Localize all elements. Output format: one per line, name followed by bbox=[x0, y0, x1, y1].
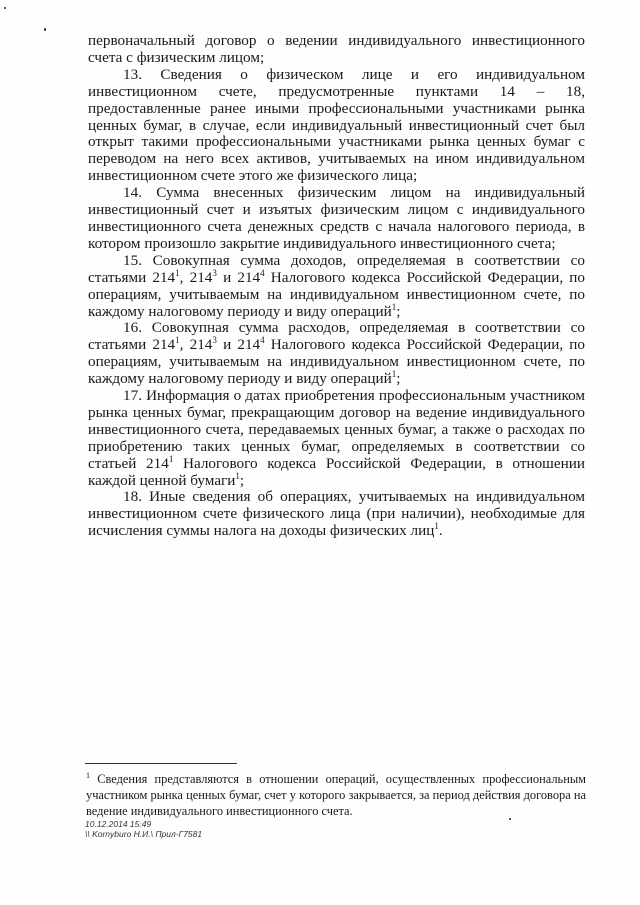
footnote-ref[interactable]: 1 bbox=[434, 521, 439, 532]
paragraph-text: Информация о датах приобретения профессиональным участником рынка ценных бумаг, прекращающим договор на ведение индивидуального инвестиционного счета, передаваемых ценных бумаг, а также о расходах по приобретению таких ценных бумаг, определяемых в соответствии со статьей 214 bbox=[88, 387, 586, 472]
paragraph-text: Налогового кодекса Российской Федерации, по операциям, учитываемым на индивидуальном инвестиционном счете, по каждому налоговому периоду и виду операций bbox=[88, 336, 586, 388]
paragraph-text: и 214 bbox=[216, 336, 261, 354]
footnote-marker: 1 bbox=[86, 770, 90, 780]
item-number: 17. bbox=[123, 387, 142, 405]
footnote-ref[interactable]: 1 bbox=[391, 301, 397, 312]
paragraph-text: Иные сведения об операциях, учитываемых на индивидуальном инвестиционном счете физического лица (при наличии), необходимые для исчисления суммы налога на доходы физических лиц bbox=[88, 488, 586, 540]
scan-speck bbox=[44, 28, 46, 31]
paragraph-text: . bbox=[438, 522, 443, 540]
paragraph-text: Налогового кодекса Российской Федерации, по операциям, учитываемым на индивидуальном инвестиционном счете, по каждому налоговому периоду и виду операций bbox=[88, 268, 586, 320]
list-item-14 bbox=[88, 185, 585, 253]
paragraph-text: Совокупная сумма доходов, определяемая в соответствии со статьями 214 bbox=[88, 251, 586, 286]
superscript: 1 bbox=[175, 267, 180, 278]
paragraph-text: ; bbox=[396, 370, 401, 388]
footnote-ref[interactable]: 1 bbox=[235, 470, 240, 481]
superscript: 1 bbox=[168, 453, 174, 464]
paragraph-text: ; bbox=[239, 471, 245, 489]
item-number: 15. bbox=[123, 251, 142, 269]
paragraph-text: Сведения о физическом лице и его индивидуальном инвестиционном счете, предусмотренные пунктами 14 – 18, предоставленные ранее иными профессиональными участниками рынка ценных бумаг, в случае, если индивидуальный инвестиционный счет был открыт такими профессиональными участниками рынка ценных бумаг с переводом на него всех активов, учитываемых на ином индивидуальном инвестиционном счете этого же физического лица; bbox=[88, 65, 586, 185]
footnote-separator bbox=[85, 763, 237, 764]
list-item-18 bbox=[88, 489, 585, 540]
footnote-ref[interactable]: 1 bbox=[391, 369, 397, 380]
paragraph-text: Налогового кодекса Российской Федерации, в отношении каждой ценной бумаги bbox=[88, 454, 585, 489]
paragraph-text: первоначальный договор о ведении индивидуального инвестиционного счета с физическим лицом; bbox=[88, 32, 585, 66]
superscript: 1 bbox=[175, 335, 180, 346]
file-path-stamp: \\ Kornyburo Н.И.\ Прил-Г7581 bbox=[85, 829, 203, 839]
paragraph-text: и 214 bbox=[216, 268, 261, 286]
superscript: 4 bbox=[260, 335, 265, 346]
superscript: 4 bbox=[260, 267, 265, 278]
document-body bbox=[88, 33, 585, 540]
paragraph-text: Совокупная сумма расходов, определяемая в соответствии со статьями 214 bbox=[88, 319, 585, 354]
scan-speck bbox=[4, 7, 6, 9]
item-number: 14. bbox=[123, 184, 142, 202]
paragraph-text: , 214 bbox=[179, 336, 213, 354]
list-item-15 bbox=[88, 253, 585, 321]
item-number: 13. bbox=[123, 65, 142, 83]
item-number: 18. bbox=[123, 488, 142, 506]
superscript: 3 bbox=[212, 335, 217, 346]
list-item-16 bbox=[88, 320, 585, 388]
paragraph-continuation bbox=[88, 33, 585, 67]
paragraph-text: , 214 bbox=[179, 268, 213, 286]
paragraph-text: ; bbox=[396, 302, 401, 320]
footnote-text: Сведения представляются в отношении операций, осуществленных профессиональным участником рынка ценных бумаг, счет у которого закрывается, за период действия договора на ведение индивидуального инвестиционного счета. bbox=[86, 772, 586, 818]
print-timestamp: 10.12.2014 15:49 bbox=[85, 819, 152, 829]
item-number: 16. bbox=[123, 319, 142, 337]
footnote bbox=[86, 771, 586, 819]
paragraph-text: Сумма внесенных физическим лицом на индивидуальный инвестиционный счет и изъятых физическим лицом с индивидуального инвестиционного счета денежных средств с начала налогового периода, в котором произошло закрытие индивидуального инвестиционного счета; bbox=[88, 184, 586, 252]
superscript: 3 bbox=[212, 267, 217, 278]
list-item-17 bbox=[88, 388, 585, 489]
list-item-13 bbox=[88, 67, 585, 185]
